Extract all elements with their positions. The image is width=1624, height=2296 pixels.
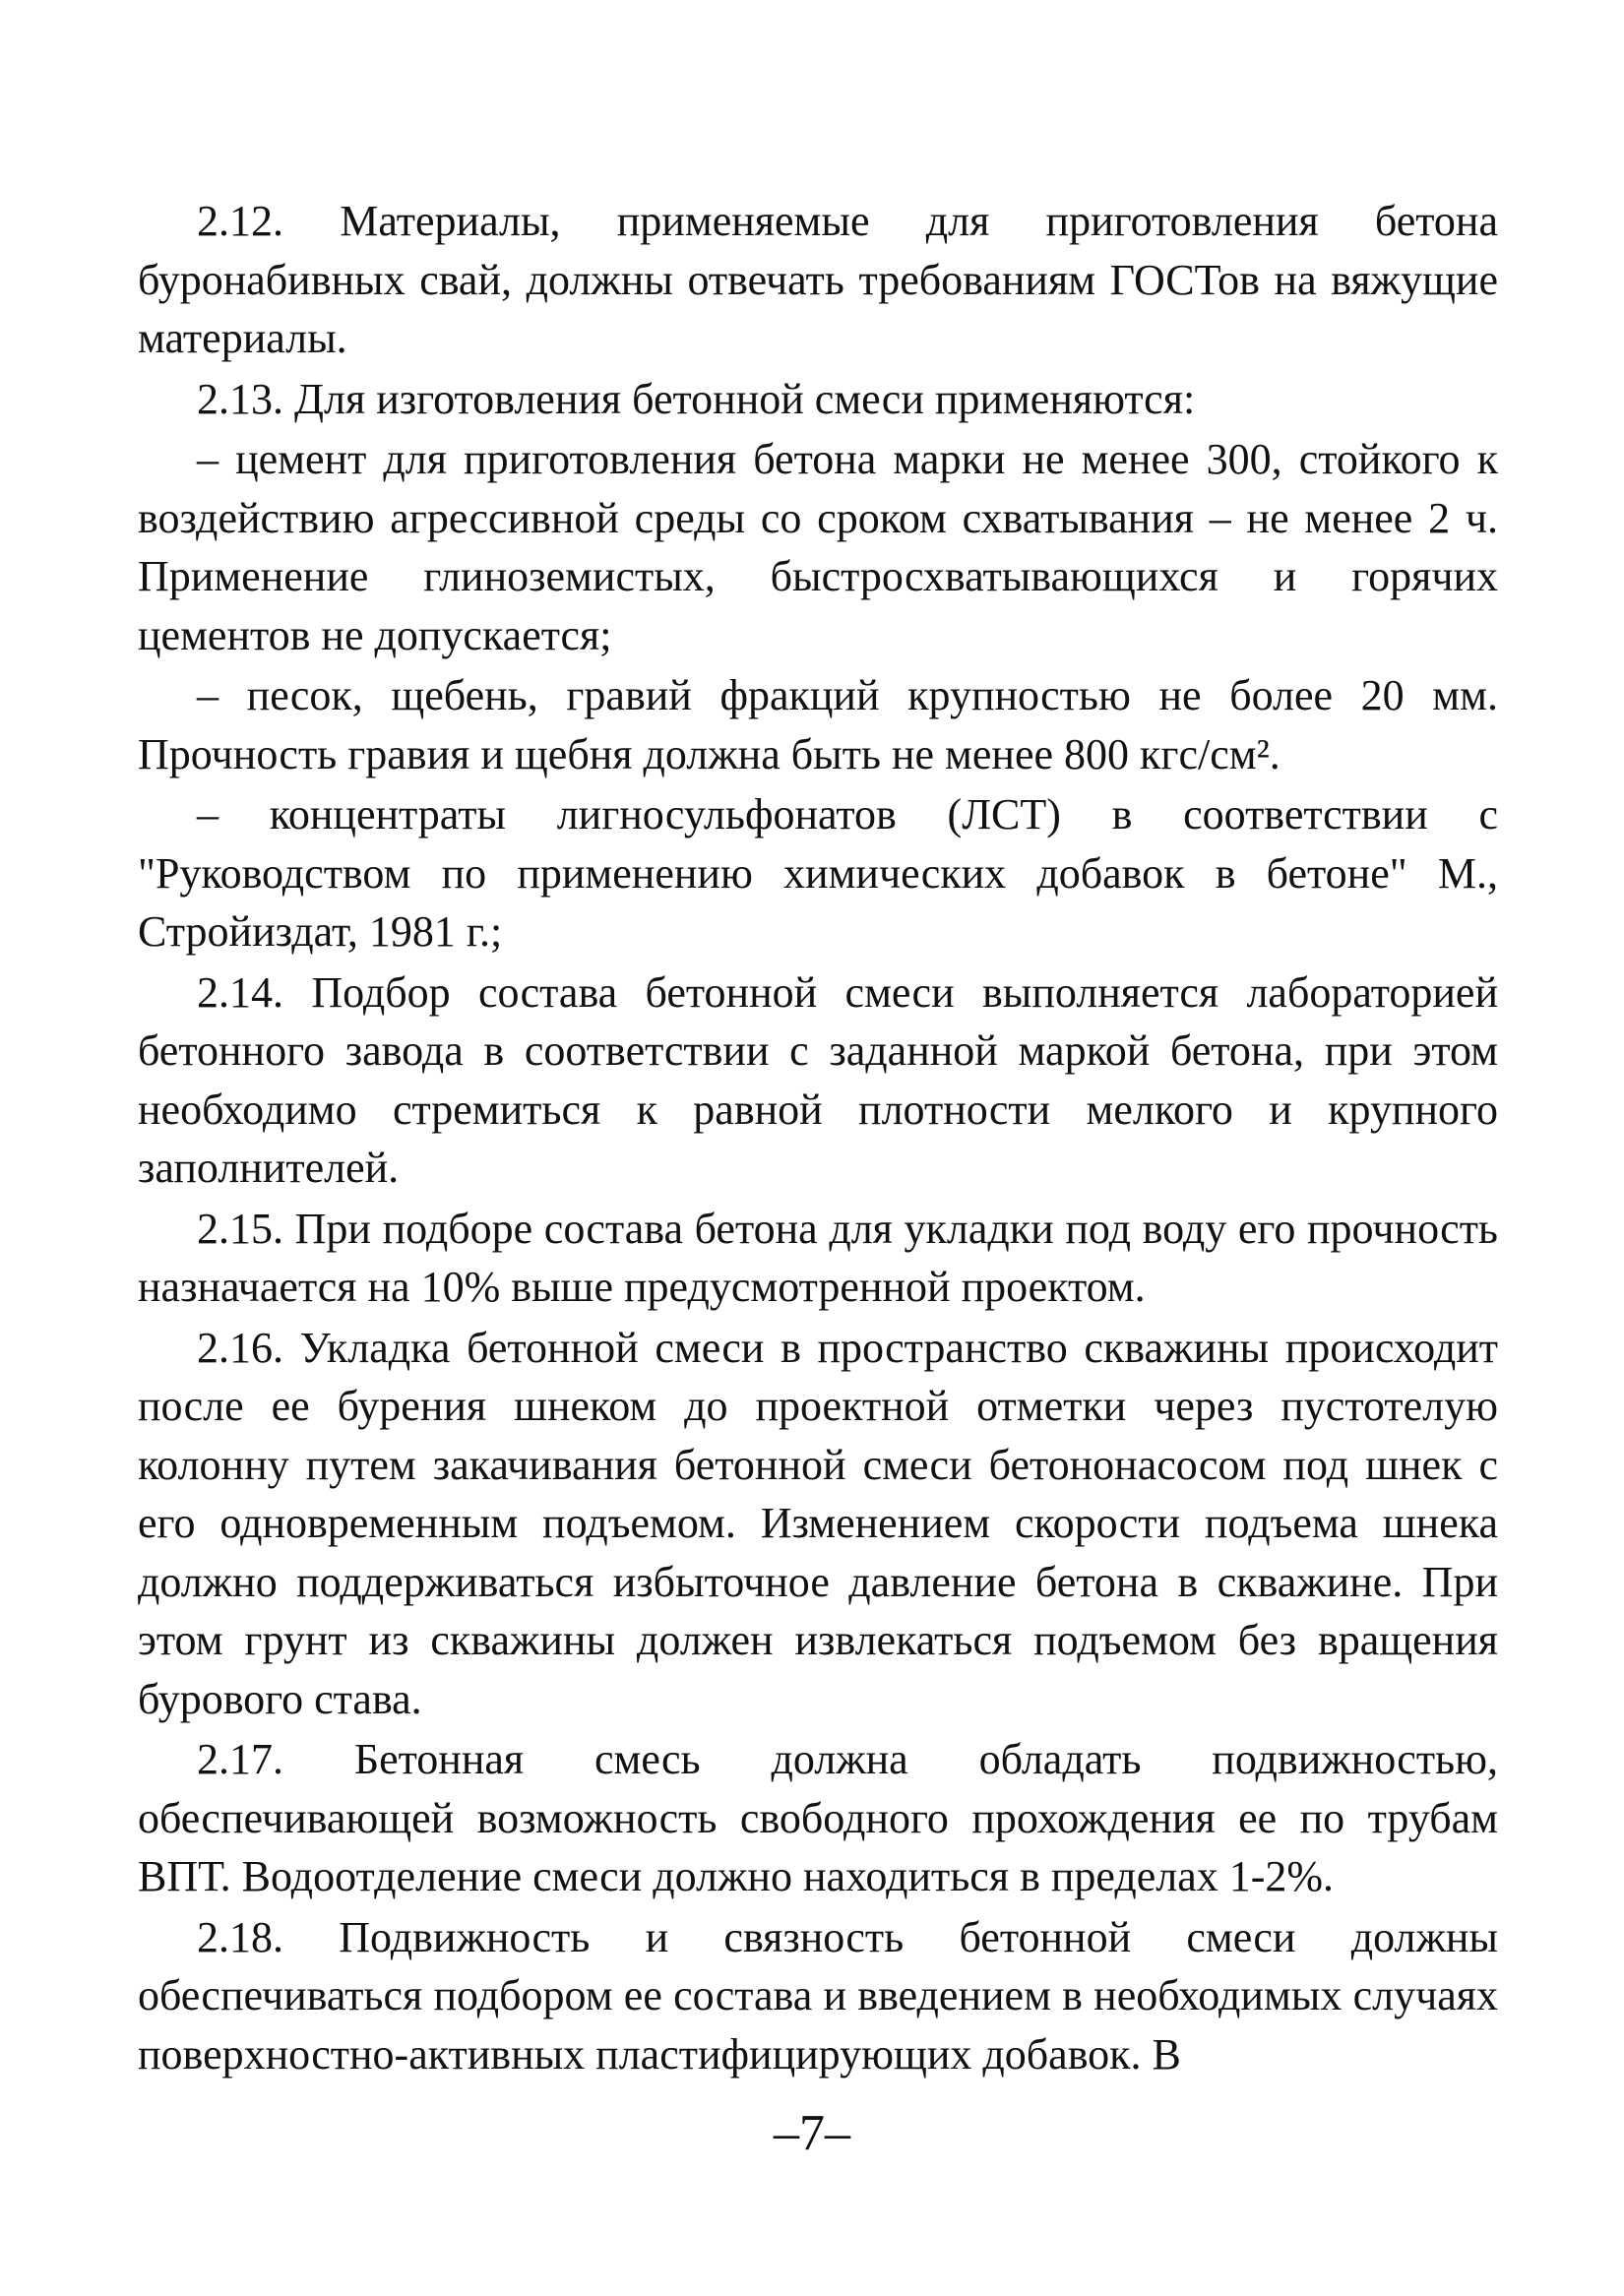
paragraph-2-17: 2.17. Бетонная смесь должна обладать подвижностью, обеспечивающей возможность свободного прохождения ее по трубам ВПТ. Водоотделение смеси должно находиться в пределах 1-2%.	[138, 1735, 1498, 1900]
paragraph-2-14: 2.14. Подбор состава бетонной смеси выполняется лабораторией бетонного завода в соответствии с заданной маркой бетона, при этом необходимо стремиться к равной плотности мелкого и крупного заполнителей.	[138, 967, 1498, 1192]
document-body	[138, 192, 1498, 2083]
list-item-lst-concentrates: – концентраты лигносульфонатов (ЛСТ) в соответствии с "Руководством по применению химических добавок в бетоне" М., Стройиздат, 1981 г.;	[138, 790, 1498, 956]
list-item-sand-gravel: – песок, щебень, гравий фракций крупностью не более 20 мм. Прочность гравия и щебня должна быть не менее 800 кгс/см².	[138, 671, 1498, 778]
paragraph-2-15: 2.15. При подборе состава бетона для укладки под воду его прочность назначается на 10% выше предусмотренной проектом.	[138, 1204, 1498, 1311]
paragraph-2-16: 2.16. Укладка бетонной смеси в пространство скважины происходит после ее бурения шнеком до проектной отметки через пустотелую колонну путем закачивания бетонной смеси бетононасосом под шнек с его одновременным подъемом. Изменением скорости подъема шнека должно поддерживаться избыточное давление бетона в скважине. При этом грунт из скважины должен извлекаться подъемом без вращения бурового става.	[138, 1323, 1498, 1723]
paragraph-2-12: 2.12. Материалы, применяемые для приготовления бетона буронабивных свай, должны отвечать требованиям ГОСТов на вяжущие материалы.	[138, 197, 1498, 362]
paragraph-2-18: 2.18. Подвижность и связность бетонной смеси должны обеспечиваться подбором ее состава и введением в необходимых случаях поверхностно-активных пластифицирующих добавок. В	[138, 1912, 1498, 2079]
list-item-cement: – цемент для приготовления бетона марки не менее 300, стойкого к воздействию агрессивной среды со сроком схватывания – не менее 2 ч. Применение глиноземистых, быстросхватывающихся и горячих цементов не допускается;	[138, 435, 1498, 659]
paragraph-2-13: 2.13. Для изготовления бетонной смеси применяются:	[197, 374, 1196, 423]
page-number: –7–	[774, 2105, 850, 2161]
